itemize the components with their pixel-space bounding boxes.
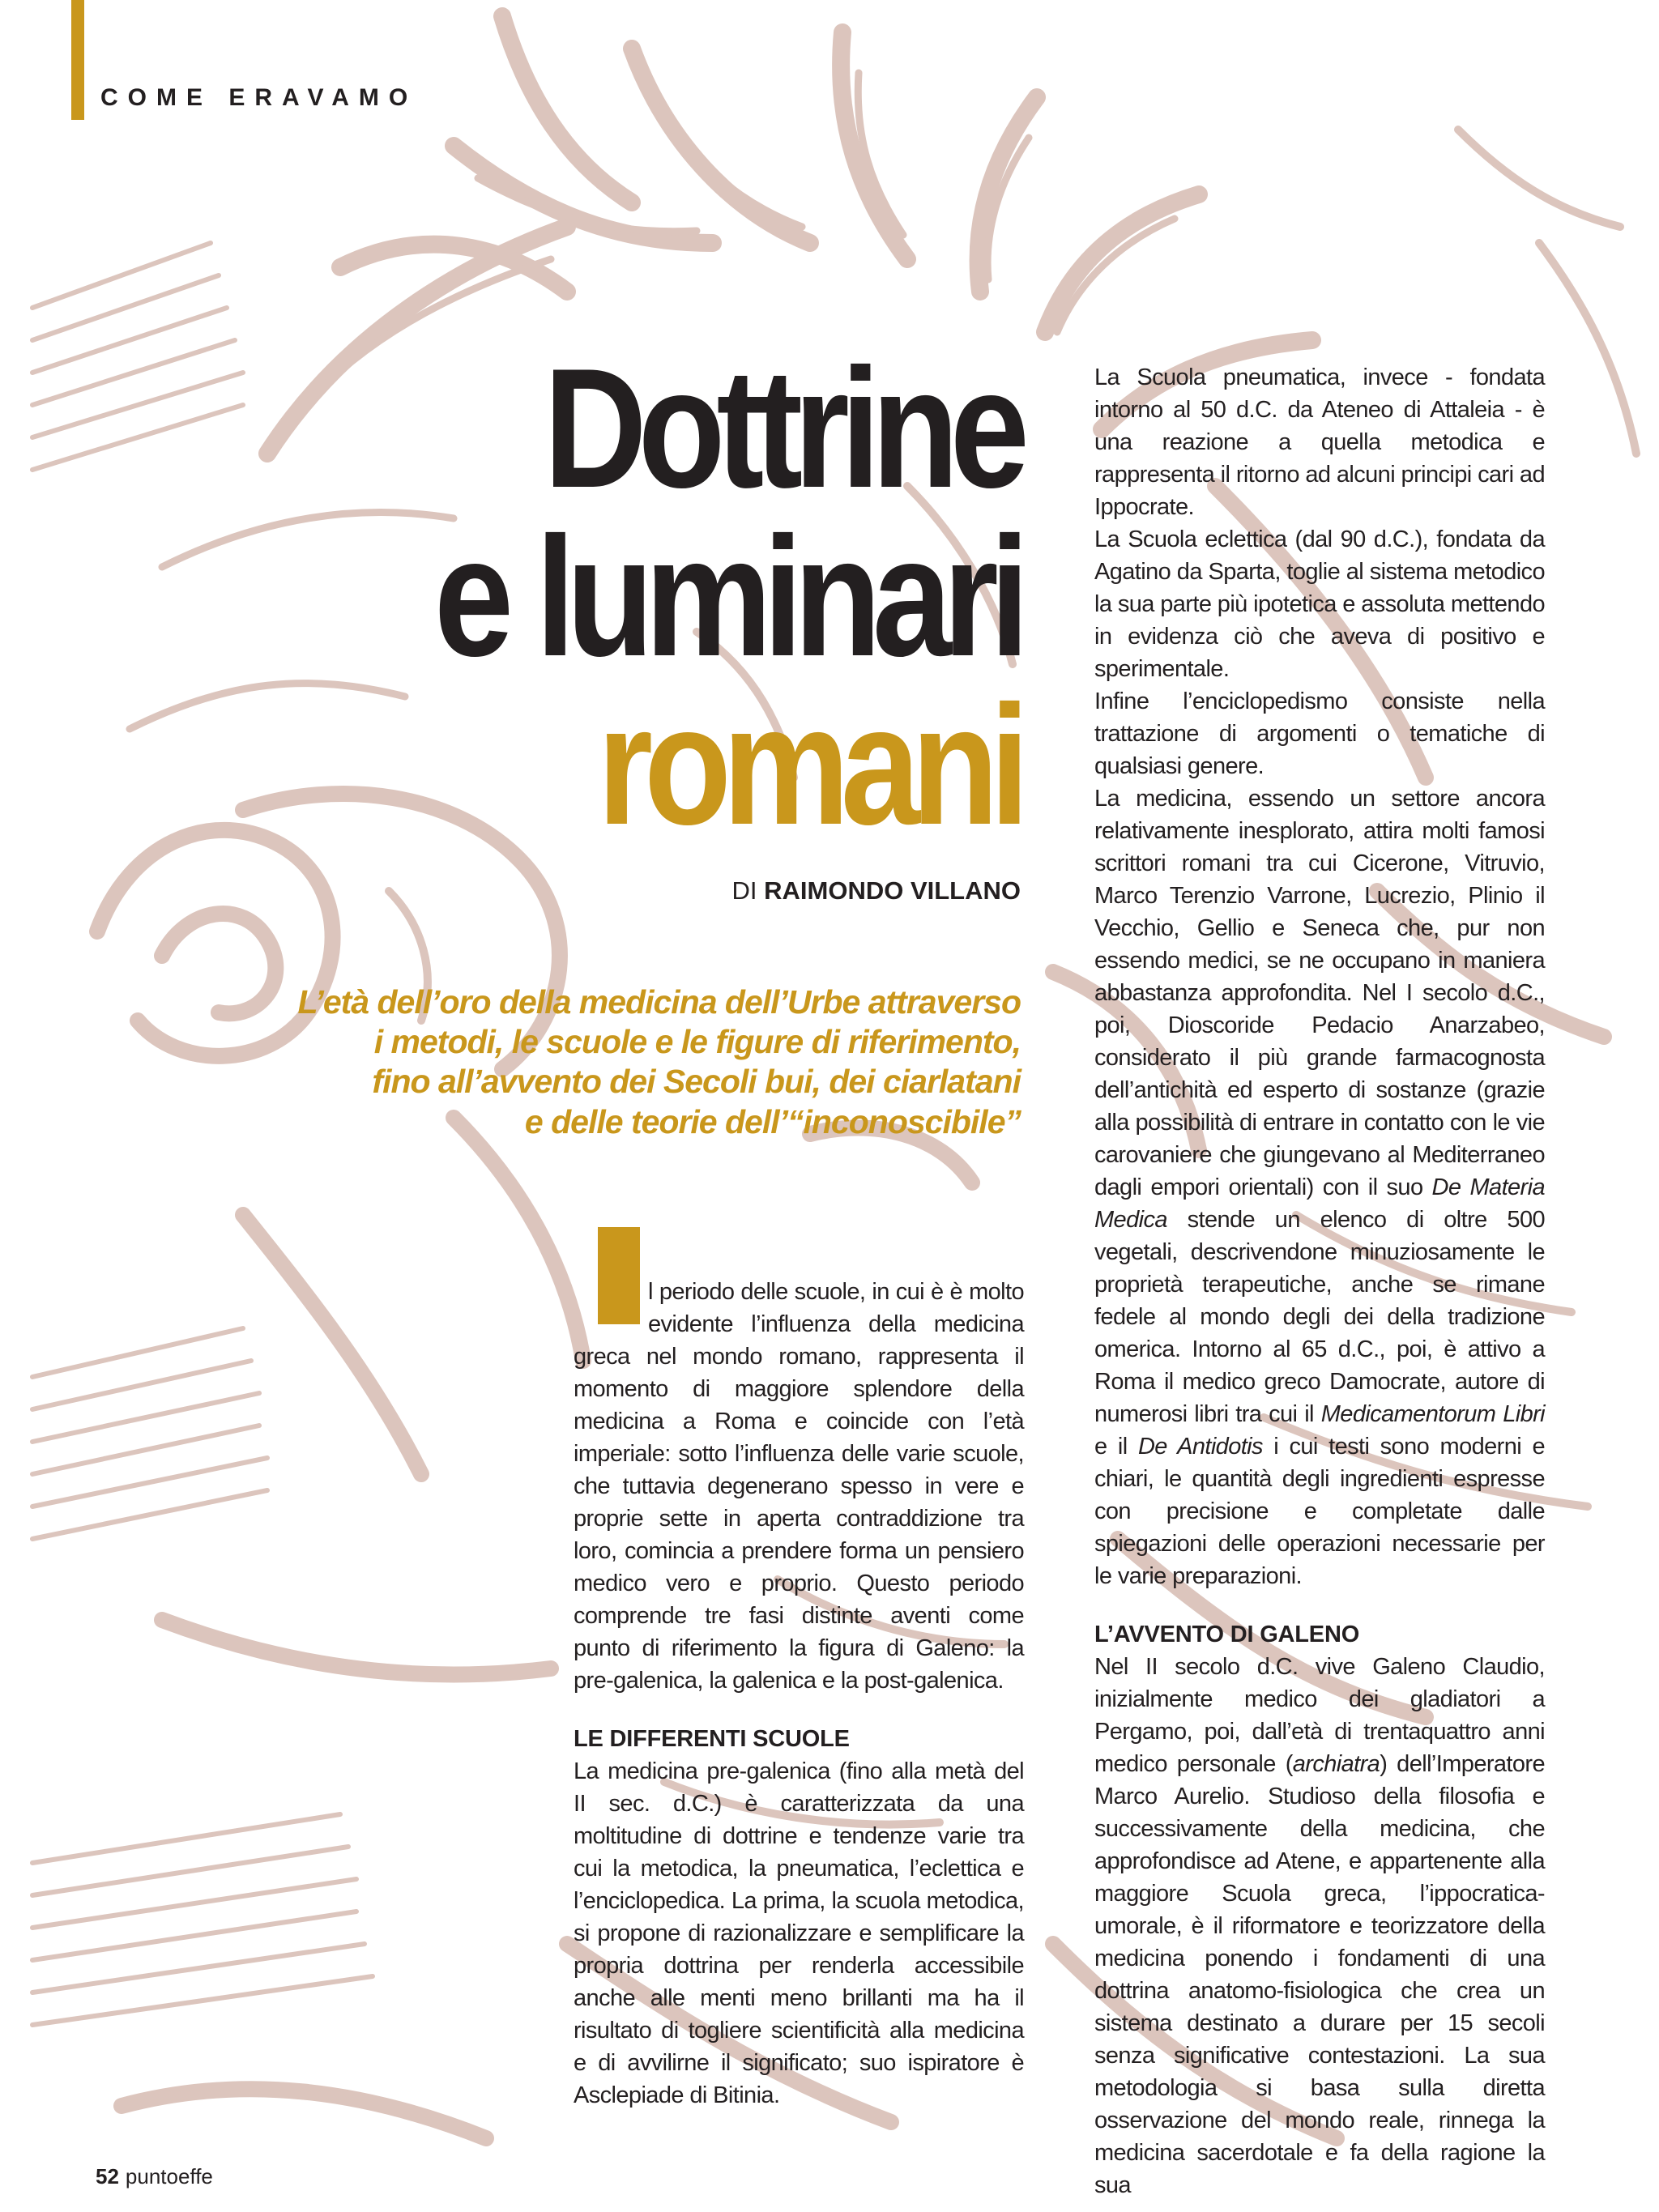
page-number: 52 xyxy=(96,2164,119,2189)
headline-line-1: Dottrine xyxy=(544,333,1021,523)
section-label: COME ERAVAMO xyxy=(100,84,418,111)
page-footer xyxy=(96,2166,213,2187)
title-medicamentorum-libri: Medicamentorum Libri xyxy=(1320,1401,1545,1427)
article-column-right xyxy=(1094,361,1545,2201)
term-archiatra: archiatra xyxy=(1292,1751,1380,1777)
medicina-text-b: stende un elenco di oltre 500 vegetali, descrivendone minuziosamente le proprietà terapeutiche, anche se rimane fedele al mondo degli dei della tradizione omerica. Intorno al 65 d.C., poi, è attivo a Roma il medico greco Damocrate, autore di numerosi libri tra cui il xyxy=(1094,1207,1545,1427)
paragraph-medicina xyxy=(1094,782,1545,1592)
intro-text: l periodo delle scuole, in cui è è molto evidente l’influenza della medicina greca nel mondo romano, rappresenta il momento di maggiore splendore della medicina a Roma e coincide con l’età imperiale: sotto l’influenza delle varie scuole, che tuttavia degenerano spesso in vere e proprie sette in aperta contraddizione tra loro, comincia a prendere forma un pensiero medico vero e proprio. Questo periodo comprende tre fasi distinte aventi come punto di riferimento la figura di Galeno: la pre-galenica, la galenica e la post-galenica. xyxy=(574,1279,1024,1694)
paragraph-scuole: La medicina pre-galenica (fino alla metà del II sec. d.C.) è caratterizzata da una moltitudine di dottrine e tendenze varie tra cui la metodica, la pneumatica, l’eclettica e l’enciclopedica. La prima, la scuola metodica, si propone di razionalizzare e semplificare la propria dottrina per renderla accessibile anche alle menti meno brillanti ma ha il risultato di togliere scientificità alla medicina e di avvilirne il significato; suo ispiratore è Asclepiade di Bitinia. xyxy=(574,1758,1024,2108)
standfirst-line-3: fino all’avvento dei Secoli bui, dei ciarlatani xyxy=(372,1063,1021,1101)
subheading-avvento-galeno: L’AVVENTO DI GALENO xyxy=(1094,1622,1360,1647)
title-de-materia-medica: De Materia Medica xyxy=(1094,1174,1545,1233)
byline xyxy=(486,878,1021,903)
intro-paragraph xyxy=(574,1276,1024,1697)
medicina-text-a: La medicina, essendo un settore ancora relativamente inesplorato, attira molti famosi scrittori romani tra cui Cicerone, Vitruvio, Marco Terenzio Varrone, Lucrezio, Plinio il Vecchio, Gellio e Seneca che, pur non essendo medici, se ne occupano in maniera abbastanza approfondita. Nel I secolo d.C., poi, Dioscoride Pedacio Anarzabeo, considerato il più grande farmacognosta dell’antichità ed esperto di sostanze (grazie alla possibilità di entrare in contatto con le vie carovaniere che giungevano al Mediterraneo dagli empori orientali) con il suo xyxy=(1094,786,1545,1200)
drop-cap xyxy=(598,1227,640,1324)
byline-author: RAIMONDO VILLANO xyxy=(764,876,1021,905)
galeno-text-b: ) dell’Imperatore Marco Aurelio. Studioso della filosofia e successivamente della medicina, che approfondisce ad Atene, e appartenente alla maggiore Scuola greca, l’ippocratica-umorale, è il riformatore e teorizzatore della medicina ponendo i fondamenti di una dottrina anatomo-fisiologica che crea un sistema destinato a durare per 15 secoli senza significative contestazioni. La sua metodologia si basa sulla diretta osservazione del mondo reale, rinnega la medicina sacerdotale e fa della ragione la sua xyxy=(1094,1751,1545,2198)
paragraph-eclettica: La Scuola eclettica (dal 90 d.C.), fondata da Agatino da Sparta, toglie al sistema metodico la sua parte più ipotetica e assoluta mettendo in evidenza ciò che aveva di positivo e sperimentale. xyxy=(1094,526,1545,682)
standfirst-line-1: L’età dell’oro della medicina dell’Urbe attraverso xyxy=(297,983,1021,1021)
headline-line-3: romani xyxy=(597,669,1021,860)
magazine-name: puntoeffe xyxy=(125,2164,213,2189)
medicina-text-d: i cui testi sono moderni e chiari, le quantità degli ingredienti espresse con precisione e completate dalle spiegazioni delle operazioni necessarie per le varie preparazioni. xyxy=(1094,1434,1545,1589)
paragraph-pneumatica: La Scuola pneumatica, invece - fondata intorno al 50 d.C. da Ateneo di Attaleia - è una reazione a quella metodica e rappresenta il ritorno ad alcuni principi cari ad Ippocrate. xyxy=(1094,364,1545,520)
standfirst-line-4: e delle teorie dell’“inconoscibile” xyxy=(524,1102,1021,1140)
subheading-differenti-scuole: LE DIFFERENTI SCUOLE xyxy=(574,1726,850,1752)
byline-prefix: DI xyxy=(731,876,757,905)
headline-line-2: e luminari xyxy=(433,501,1021,692)
standfirst xyxy=(122,982,1021,1142)
standfirst-line-2: i metodi, le scuole e le figure di riferimento, xyxy=(373,1023,1021,1061)
medicina-text-c: e il xyxy=(1094,1434,1138,1460)
paragraph-enciclopedismo: Infine l’enciclopedismo consiste nella trattazione di argomenti o tematiche di qualsiasi genere. xyxy=(1094,688,1545,779)
section-accent-bar xyxy=(71,0,84,120)
galeno-text-a: Nel II secolo d.C. vive Galeno Claudio, inizialmente medico dei gladiatori a Pergamo, poi, dall’età di trentaquattro anni medico personale ( xyxy=(1094,1654,1545,1777)
title-de-antidotis: De Antidotis xyxy=(1137,1434,1263,1460)
paragraph-galeno xyxy=(1094,1651,1545,2201)
article-headline xyxy=(259,333,1021,860)
article-column-left xyxy=(574,1276,1024,2112)
